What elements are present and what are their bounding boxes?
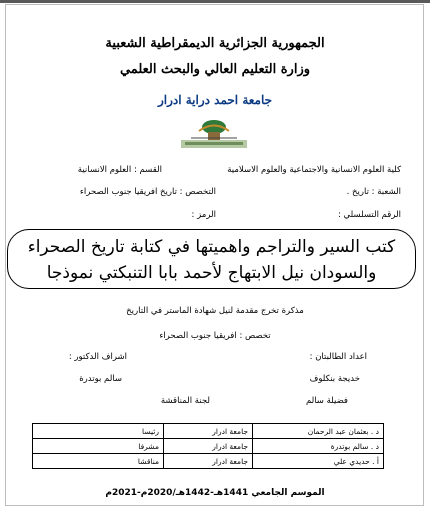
supervisor-label: اشراف الدكتور : xyxy=(68,352,127,362)
student-name-2: فضيلة سالم xyxy=(305,396,348,406)
faculty-text: كلية العلوم الانسانية والاجتماعية والعلوم الاسلامية xyxy=(227,165,401,175)
thesis-title-line-2: والسودان نيل الابتهاج لأحمد بابا التنبكتي نموذجا xyxy=(46,263,377,283)
ministry-heading: وزارة التعليم العالي والبحث العلمي xyxy=(119,62,311,77)
thesis-title-line-1: كتب السير والتراجم واهميتها في كتابة تاريخ الصحراء xyxy=(27,237,396,257)
jury-university: جامعة ادرار xyxy=(164,424,253,439)
serial-number-label: الرقم التسلسلي : xyxy=(337,210,401,220)
table-row xyxy=(33,439,384,454)
jury-role: مناقشا xyxy=(33,454,164,469)
jury-name: د . سالم بوتدرة xyxy=(253,439,384,454)
republic-heading: الجمهورية الجزائرية الديمقراطية الشعبية xyxy=(105,36,325,51)
memo-statement: مذكرة تخرج مقدمة لنيل شهادة الماستر في التاريخ xyxy=(126,306,304,316)
academic-year: الموسم الجامعي 1441هـ-1442هـ/2020م-2021م xyxy=(105,488,325,498)
prepared-by-label: اعداد الطالبتان : xyxy=(309,352,367,362)
department-text: القسم : العلوم الانسانية xyxy=(77,165,162,175)
jury-university: جامعة ادرار xyxy=(164,454,253,469)
jury-table xyxy=(32,423,384,469)
student-name-1: خديجة بنكلوف xyxy=(309,374,360,384)
top-border-band xyxy=(0,0,430,3)
specialization-line: تخصص : افريقيا جنوب الصحراء xyxy=(159,331,271,341)
jury-name: أ . حديدي علي xyxy=(253,454,384,469)
jury-role: رئيسا xyxy=(33,424,164,439)
code-label: الرمز : xyxy=(191,210,216,220)
jury-role: مشرفا xyxy=(33,439,164,454)
university-logo-icon xyxy=(181,118,247,148)
thesis-title-box xyxy=(7,229,416,289)
jury-university: جامعة ادرار xyxy=(164,439,253,454)
jury-name: د . بعثمان عبد الرحمان xyxy=(253,424,384,439)
table-row xyxy=(33,424,384,439)
committee-label: لجنة المناقشة xyxy=(160,396,210,406)
university-heading: جامعة احمد دراية ادرار xyxy=(157,93,273,107)
specialty-text: التخصص : تاريخ افريقيا جنوب الصحراء xyxy=(79,187,216,197)
table-row xyxy=(33,454,384,469)
supervisor-name: سالم بوتدرة xyxy=(79,374,122,384)
branch-text: الشعبة : تاريخ . xyxy=(346,187,401,197)
